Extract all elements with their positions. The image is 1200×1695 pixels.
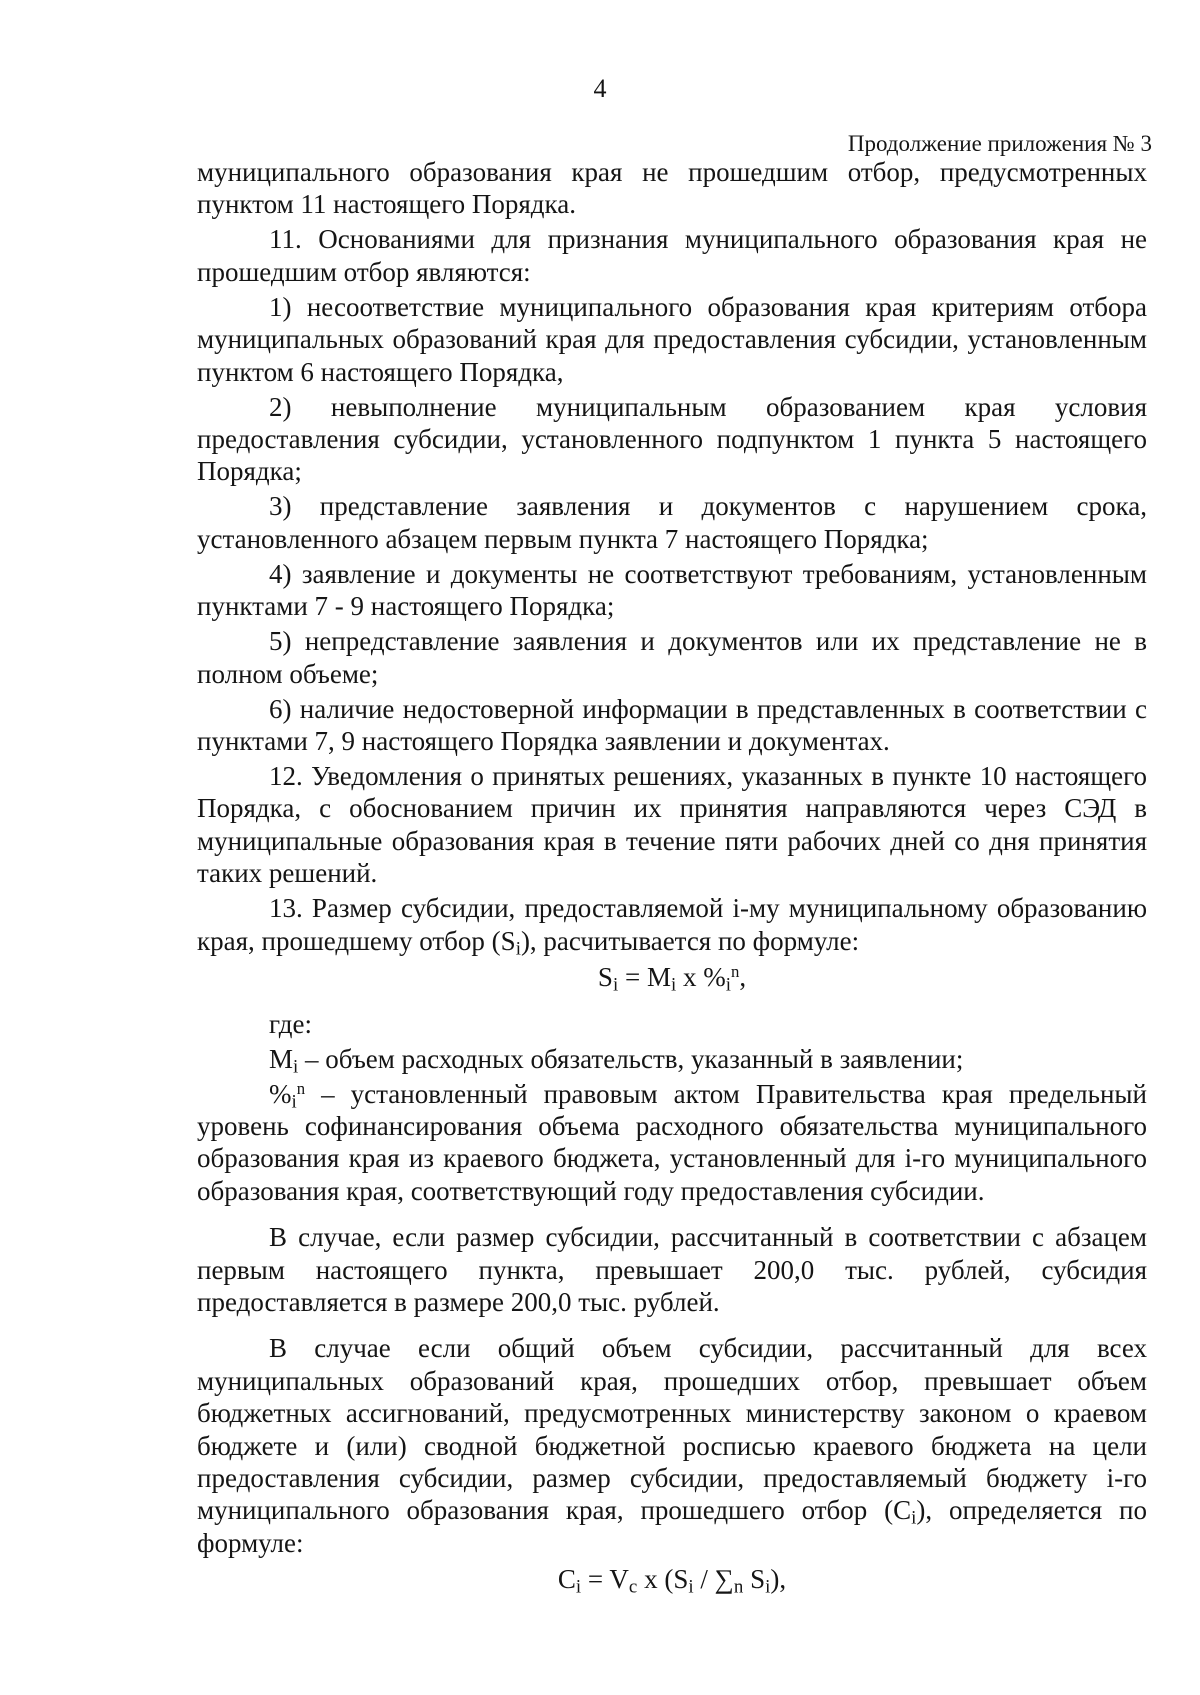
- appendix-continuation-note: Продолжение приложения № 3: [847, 131, 1152, 156]
- list-item-2: 2) невыполнение муниципальным образованием края условия предоставления субсидии, установленного подпунктом 1 пункта 5 настоящего Порядка;: [197, 391, 1147, 487]
- list-item-5: 5) непредставление заявления и документов или их представление не в полном объеме;: [197, 626, 1147, 689]
- page-number: 4: [593, 74, 607, 103]
- list-item-4: 4) заявление и документы не соответствуют требованиям, установленным пунктами 7 - 9 настоящего Порядка;: [197, 558, 1147, 622]
- paragraph-continuation: муниципального образования края не прошедшим отбор, предусмотренных пунктом 11 настоящего Порядка.: [197, 157, 1147, 220]
- definition-m: $M_i$ – объем расходных обязательств, указанный в заявлении;: [269, 1043, 964, 1078]
- where-label: где:: [269, 1008, 312, 1039]
- paragraph-12: 12. Уведомления о принятых решениях, указанных в пункте 10 настоящего Порядка, с обоснованием причин их принятия направляются через СЭД в муниципальные образования края в течение пяти рабочих дней со дня принятия таких решений.: [197, 761, 1147, 889]
- list-item-3: 3) представление заявления и документов с нарушением срока, установленного абзацем первым пункта 7 настоящего Порядка;: [197, 491, 1147, 554]
- list-item-6: 6) наличие недостоверной информации в представленных в соответствии с пунктами 7, 9 настоящего Порядка заявлении и документах.: [197, 693, 1147, 757]
- paragraph-13: 13. Размер субсидии, предоставляемой i-му муниципальному образованию края, прошедшему отбор $(S_i)$, расчитывается по формуле:: [197, 893, 1147, 960]
- paragraph-subsidy-cap: В случае, если размер субсидии, рассчитанный в соответствии с абзацем первым настоящего пункта, превышает 200,0 тыс. рублей, субсидия предоставляется в размере 200,0 тыс. рублей.: [197, 1222, 1147, 1317]
- document-body: [197, 156, 1147, 1600]
- list-item-1: 1) несоответствие муниципального образования края критериям отбора муниципальных образований края для предоставления субсидии, установленным пунктом 6 настоящего Порядка,: [197, 291, 1147, 387]
- formula-subsidy-size: $S_i = M_i$ x $\%_i^n$,: [597, 961, 747, 996]
- paragraph-total-exceeds: В случае если общий объем субсидии, рассчитанный для всех муниципальных образований края, прошедших отбор, превышает объем бюджетных ассигнований, предусмотренных министерству законом о краевом бюджете и (или) сводной бюджетной росписью краевого бюджета на цели предоставления субсидии, размер субсидии, предоставляемый бюджету i-го муниципального образования края, прошедшего отбор $(C_i)$, определяется по формуле:: [197, 1333, 1147, 1558]
- formula-proportional-subsidy: $C_i = V_c$ x ($S_i / \sum_n$ $S_i$),: [557, 1564, 787, 1598]
- paragraph-11: 11. Основаниями для признания муниципального образования края не прошедшим отбор являются:: [197, 224, 1147, 287]
- definition-cofinancing-level: $\%_i^n$ – установленный правовым актом Правительства края предельный уровень софинансирования объема расходного обязательства муниципального образования края из краевого бюджета, установленный для i-го муниципального образования края, соответствующий году предоставления субсидии.: [197, 1078, 1147, 1206]
